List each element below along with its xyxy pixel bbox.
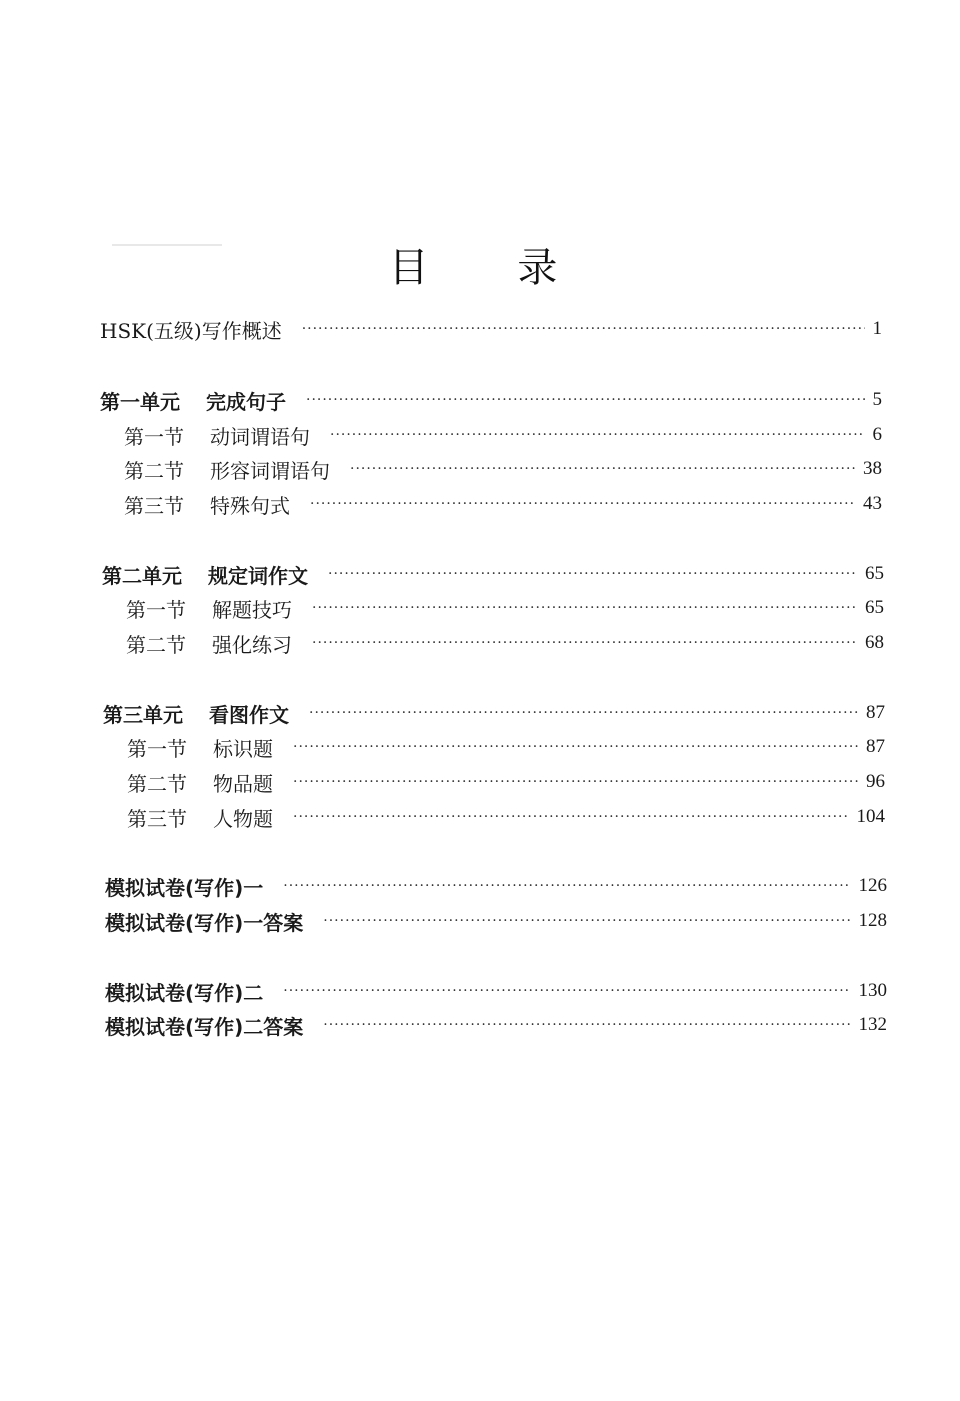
- toc-prefix: 第一节: [124, 424, 184, 449]
- toc-prefix: 第二节: [126, 632, 186, 657]
- toc-prefix: 第一节: [127, 736, 187, 761]
- toc-page-number: 87: [866, 702, 885, 723]
- toc-entry-section[interactable]: [127, 767, 885, 797]
- toc-page-number: 87: [866, 736, 885, 757]
- toc-page-number: 6: [872, 424, 882, 445]
- leader-dots: [310, 496, 855, 512]
- leader-dots: [312, 600, 857, 616]
- toc-label: 标识题: [213, 736, 273, 761]
- toc-entry-section[interactable]: [126, 593, 884, 623]
- toc-page-number: 65: [865, 597, 884, 618]
- toc-entry-section[interactable]: [127, 802, 885, 832]
- leader-dots: [323, 1017, 850, 1033]
- page-title: 目 录: [388, 245, 596, 291]
- toc-label: 物品题: [213, 771, 273, 796]
- toc-entry-mock[interactable]: [105, 906, 887, 936]
- toc-page-number: 104: [856, 806, 885, 827]
- toc-entry-mock[interactable]: [105, 1010, 887, 1040]
- leader-dots: [309, 705, 858, 721]
- toc-entry-section[interactable]: [127, 732, 885, 762]
- toc-prefix: 第一单元: [100, 389, 180, 414]
- leader-dots: [306, 392, 865, 408]
- toc-entry-overview[interactable]: [100, 314, 882, 344]
- leader-dots: [302, 321, 865, 337]
- leader-dots: [323, 913, 850, 929]
- toc-label: HSK(五级)写作概述: [100, 318, 282, 343]
- leader-dots: [293, 739, 858, 755]
- toc-entry-unit-3[interactable]: [103, 698, 885, 728]
- toc-label: 模拟试卷(写作)二: [105, 980, 264, 1005]
- toc-label: 规定词作文: [208, 563, 308, 588]
- toc-entry-section[interactable]: [124, 420, 882, 450]
- toc-prefix: 第一节: [126, 597, 186, 622]
- toc-page-number: 126: [858, 875, 887, 896]
- toc-entry-section[interactable]: [124, 489, 882, 519]
- toc-page-number: 68: [865, 632, 884, 653]
- toc-page-number: 96: [866, 771, 885, 792]
- toc-prefix: 第二单元: [102, 563, 182, 588]
- toc-entry-mock[interactable]: [105, 976, 887, 1006]
- toc-prefix: 第三节: [127, 806, 187, 831]
- leader-dots: [328, 566, 857, 582]
- toc-label: 人物题: [213, 806, 273, 831]
- toc-entry-unit-2[interactable]: [102, 559, 884, 589]
- toc-label: 强化练习: [212, 632, 292, 657]
- toc-page-number: 38: [863, 458, 882, 479]
- toc-page-number: 132: [858, 1014, 887, 1035]
- toc-page-number: 130: [858, 980, 887, 1001]
- toc-label: 模拟试卷(写作)一答案: [105, 910, 304, 935]
- toc-label: 动词谓语句: [210, 424, 310, 449]
- toc-label: 完成句子: [206, 389, 286, 414]
- leader-dots: [293, 774, 858, 790]
- leader-dots: [283, 878, 850, 894]
- toc-label: 解题技巧: [212, 597, 292, 622]
- toc-prefix: 第三节: [124, 493, 184, 518]
- toc-entry-section[interactable]: [126, 628, 884, 658]
- toc-entry-unit-1[interactable]: [100, 385, 882, 415]
- leader-dots: [350, 461, 855, 477]
- leader-dots: [293, 809, 849, 825]
- toc-label: 看图作文: [209, 702, 289, 727]
- toc-page-number: 128: [858, 910, 887, 931]
- leader-dots: [312, 635, 857, 651]
- toc-page-number: 1: [872, 318, 882, 339]
- toc-page-number: 5: [872, 389, 882, 410]
- leader-dots: [283, 983, 850, 999]
- toc-label: 形容词谓语句: [210, 458, 330, 483]
- toc-prefix: 第二节: [127, 771, 187, 796]
- toc-label: 模拟试卷(写作)二答案: [105, 1014, 304, 1039]
- toc-page-number: 65: [865, 563, 884, 584]
- toc-page-number: 43: [863, 493, 882, 514]
- toc-prefix: 第二节: [124, 458, 184, 483]
- toc-entry-section[interactable]: [124, 454, 882, 484]
- toc-label: 模拟试卷(写作)一: [105, 875, 264, 900]
- leader-dots: [330, 427, 865, 443]
- toc-label: 特殊句式: [210, 493, 290, 518]
- toc-prefix: 第三单元: [103, 702, 183, 727]
- toc-entry-mock[interactable]: [105, 871, 887, 901]
